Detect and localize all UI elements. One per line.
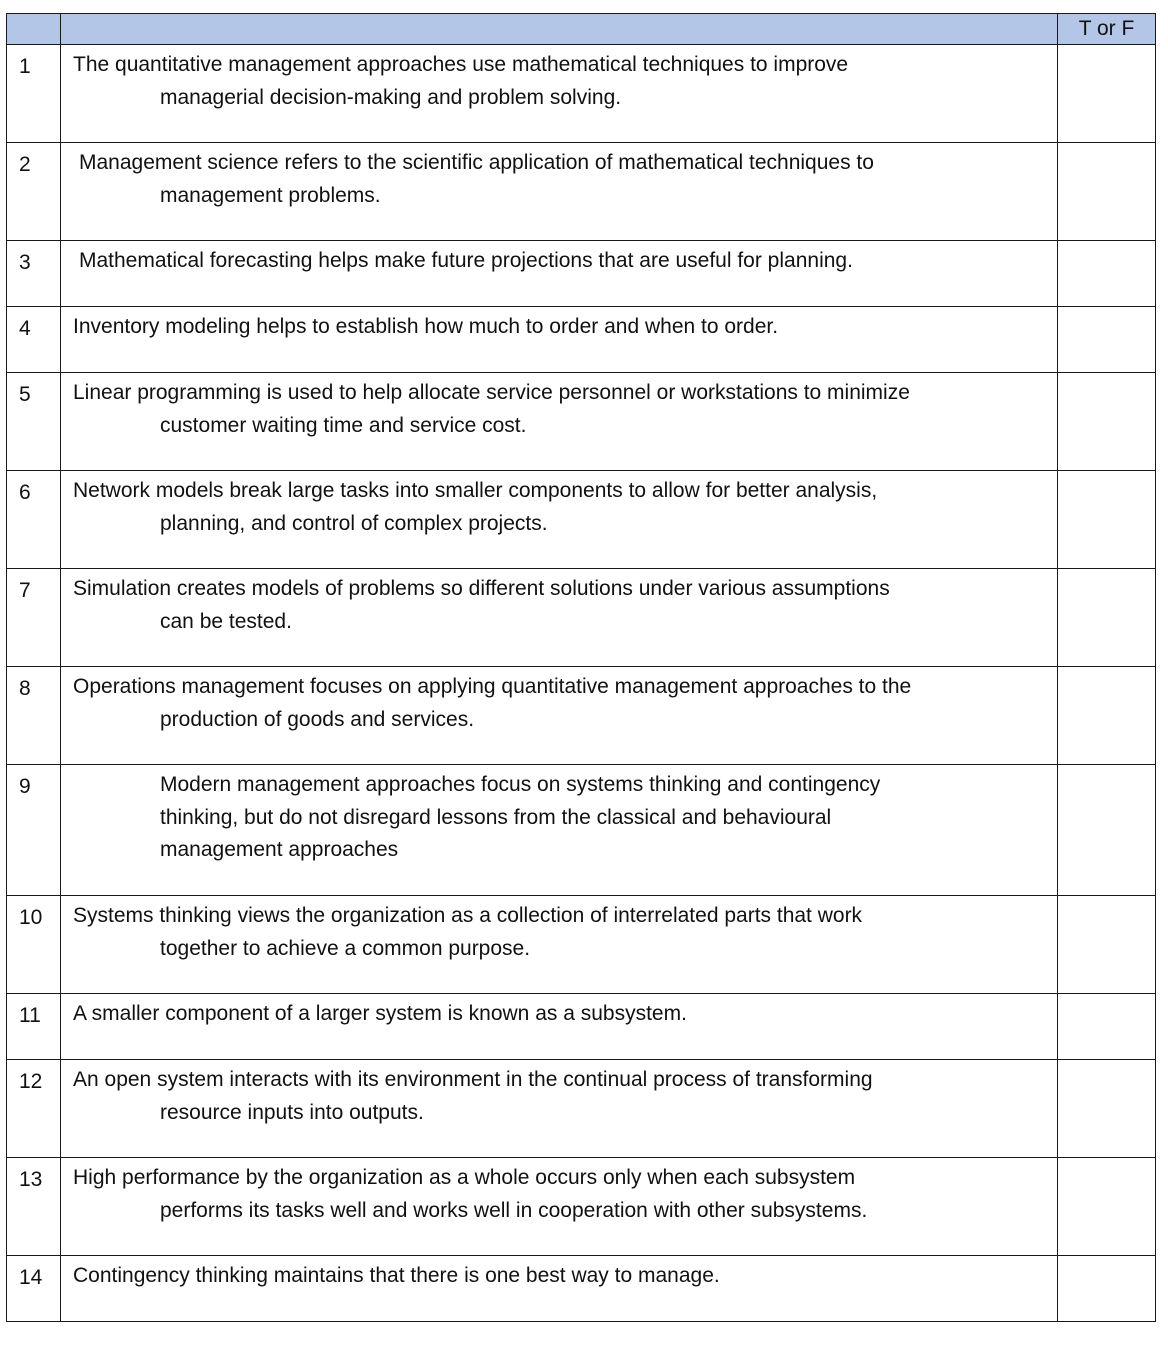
table-row <box>7 241 1156 307</box>
table-row <box>7 765 1156 896</box>
statement-text: Linear programming is used to help allocate service personnel or workstations to minimize <box>73 381 910 404</box>
table-row <box>7 667 1156 765</box>
statement-text-continued: thinking, but do not disregard lessons from the classical and behavioural <box>160 805 832 829</box>
statement-cell <box>61 143 1058 241</box>
statement-cell <box>61 667 1058 765</box>
answer-cell[interactable] <box>1058 1060 1156 1158</box>
answer-cell[interactable] <box>1058 45 1156 143</box>
statement-text: Network models break large tasks into smaller components to allow for better analysis, <box>73 479 878 502</box>
statement-text-continued: together to achieve a common purpose. <box>160 936 531 960</box>
statement-text-continued: production of goods and services. <box>160 707 475 731</box>
table-row <box>7 307 1156 373</box>
answer-cell[interactable] <box>1058 1256 1156 1322</box>
statement-cell <box>61 373 1058 471</box>
statement-text-continued: planning, and control of complex projects. <box>160 511 548 535</box>
true-false-table <box>6 13 1156 1322</box>
statement-cell <box>61 994 1058 1060</box>
statement-text: A smaller component of a larger system is known as a subsystem. <box>73 1002 687 1025</box>
statement-text-continued: managerial decision-making and problem solving. <box>160 85 622 109</box>
statement-text: Operations management focuses on applying quantitative management approaches to the <box>73 675 912 698</box>
statement-text: Contingency thinking maintains that there is one best way to manage. <box>73 1264 720 1287</box>
statement-text-continued: can be tested. <box>160 609 292 633</box>
table-row <box>7 896 1156 994</box>
answer-cell[interactable] <box>1058 1158 1156 1256</box>
row-number: 10 <box>7 896 61 994</box>
statement-cell <box>61 1256 1058 1322</box>
table-row <box>7 1060 1156 1158</box>
answer-cell[interactable] <box>1058 143 1156 241</box>
table-row <box>7 471 1156 569</box>
statement-text-continued: customer waiting time and service cost. <box>160 413 527 437</box>
answer-cell[interactable] <box>1058 471 1156 569</box>
table-row <box>7 373 1156 471</box>
statement-cell <box>61 569 1058 667</box>
header-statement-cell <box>61 14 1058 45</box>
statement-text: The quantitative management approaches use mathematical techniques to improve <box>73 53 849 76</box>
statement-cell <box>61 1158 1058 1256</box>
answer-cell[interactable] <box>1058 994 1156 1060</box>
row-number: 7 <box>7 569 61 667</box>
table-row <box>7 994 1156 1060</box>
row-number: 12 <box>7 1060 61 1158</box>
statement-text-continued: management approaches <box>160 838 399 861</box>
table-row <box>7 45 1156 143</box>
row-number: 2 <box>7 143 61 241</box>
answer-cell[interactable] <box>1058 569 1156 667</box>
row-number: 9 <box>7 765 61 896</box>
row-number: 6 <box>7 471 61 569</box>
answer-cell[interactable] <box>1058 667 1156 765</box>
statement-text: Mathematical forecasting helps make future projections that are useful for planning. <box>79 249 853 272</box>
row-number: 5 <box>7 373 61 471</box>
statement-cell <box>61 765 1058 896</box>
row-number: 1 <box>7 45 61 143</box>
answer-cell[interactable] <box>1058 765 1156 896</box>
statement-text-continued: performs its tasks well and works well in cooperation with other subsystems. <box>160 1198 868 1222</box>
table-row <box>7 1256 1156 1322</box>
statement-text: An open system interacts with its environment in the continual process of transforming <box>73 1068 873 1091</box>
statement-cell <box>61 471 1058 569</box>
statement-cell <box>61 45 1058 143</box>
statement-text: Inventory modeling helps to establish how much to order and when to order. <box>73 315 779 338</box>
answer-cell[interactable] <box>1058 373 1156 471</box>
answer-cell[interactable] <box>1058 241 1156 307</box>
statement-text: Management science refers to the scientific application of mathematical techniques to <box>79 151 874 174</box>
header-row <box>7 14 1156 45</box>
statement-text: Simulation creates models of problems so different solutions under various assumptions <box>73 577 890 600</box>
statement-text-continued: management problems. <box>160 183 381 207</box>
statement-text: High performance by the organization as a whole occurs only when each subsystem <box>73 1166 856 1189</box>
statement-text: Modern management approaches focus on systems thinking and contingency <box>160 773 881 796</box>
row-number: 11 <box>7 994 61 1060</box>
statement-cell <box>61 1060 1058 1158</box>
statement-cell <box>61 241 1058 307</box>
row-number: 14 <box>7 1256 61 1322</box>
row-number: 3 <box>7 241 61 307</box>
answer-cell[interactable] <box>1058 896 1156 994</box>
statement-cell <box>61 896 1058 994</box>
statement-text: Systems thinking views the organization as a collection of interrelated parts that work <box>73 904 863 927</box>
row-number: 13 <box>7 1158 61 1256</box>
row-number: 8 <box>7 667 61 765</box>
answer-cell[interactable] <box>1058 307 1156 373</box>
statement-cell <box>61 307 1058 373</box>
header-answer-cell: T or F <box>1058 14 1156 45</box>
statement-text-continued: resource inputs into outputs. <box>160 1100 424 1124</box>
table-row <box>7 1158 1156 1256</box>
row-number: 4 <box>7 307 61 373</box>
table-row <box>7 569 1156 667</box>
table-row <box>7 143 1156 241</box>
header-number-cell <box>7 14 61 45</box>
